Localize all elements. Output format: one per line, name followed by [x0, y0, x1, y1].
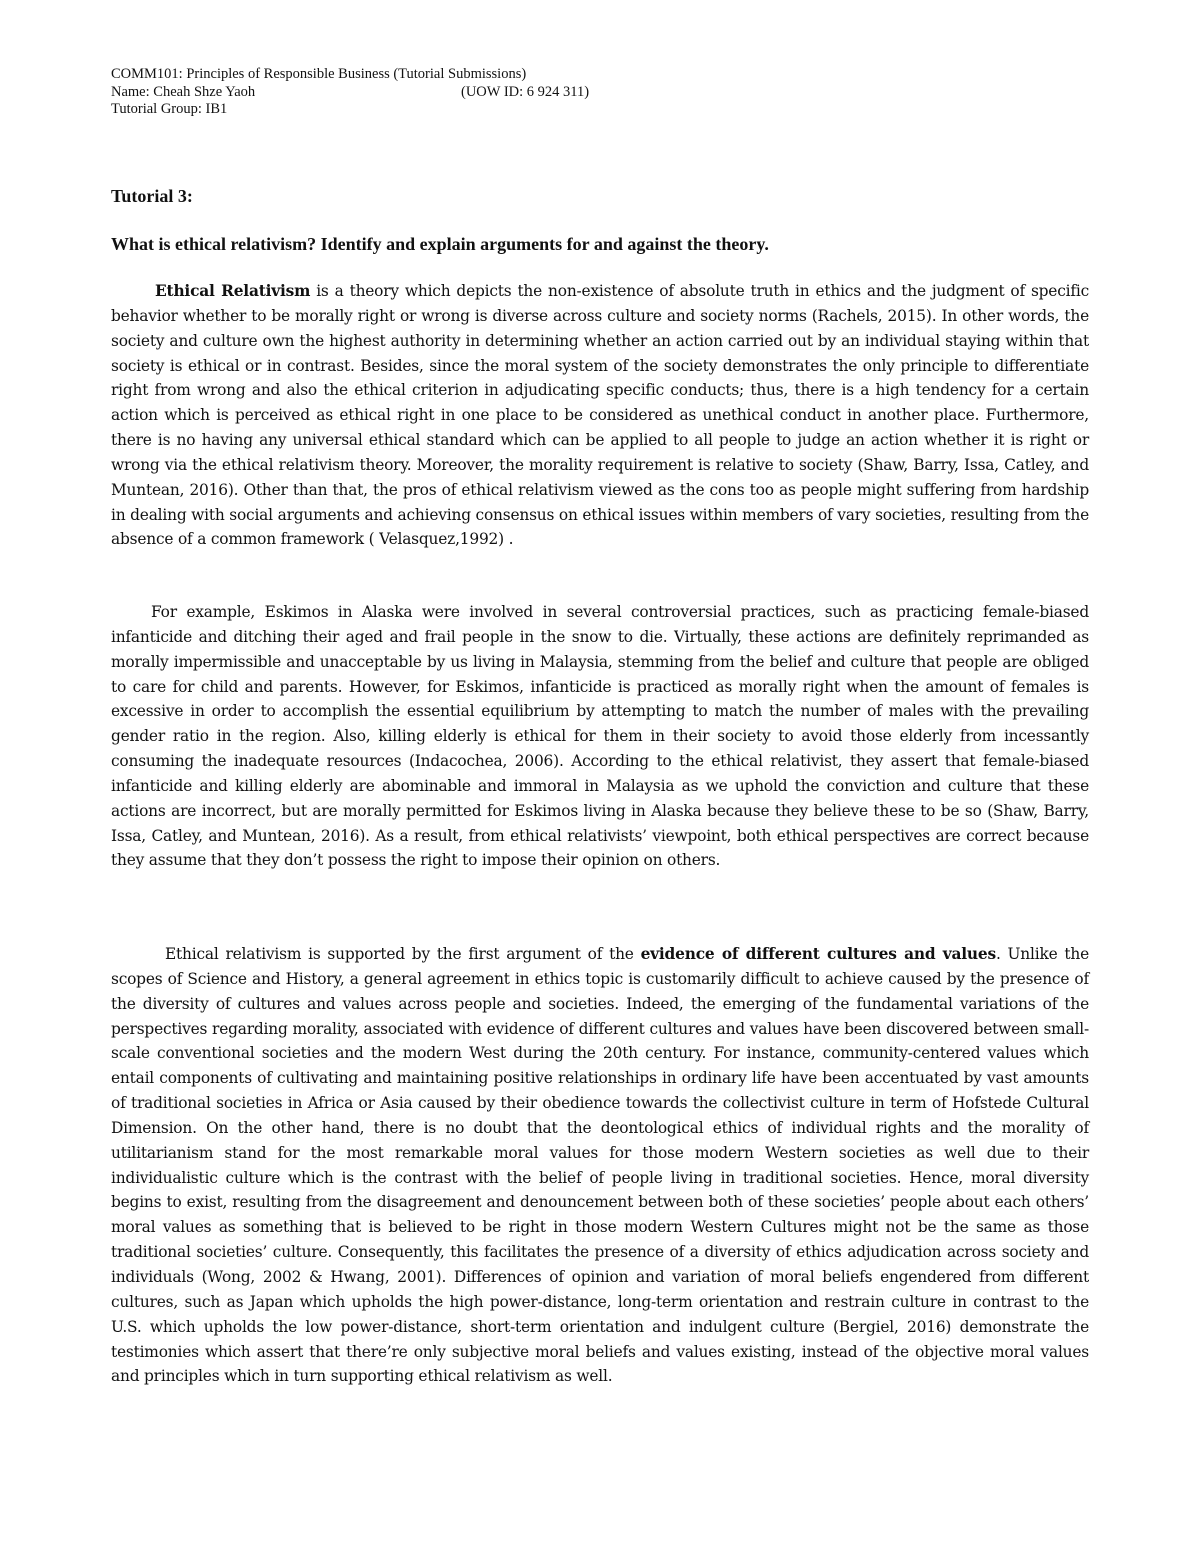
uow-id: (UOW ID: 6 924 311) [461, 83, 590, 100]
paragraph-ethical-relativism [111, 279, 1089, 552]
student-name-line [111, 84, 1089, 102]
paragraph-cultural-evidence [111, 942, 1089, 1389]
term-evidence-of-cultures: evidence of different cultures and values [640, 945, 996, 963]
student-name: Name: Cheah Shze Yaoh [111, 83, 256, 100]
tutorial-group: Tutorial Group: IB1 [111, 101, 228, 118]
term-ethical-relativism: Ethical Relativism [155, 282, 311, 300]
document-content [111, 66, 1090, 1386]
paragraph-1-text: is a theory which depicts the non-existence of absolute truth in ethics and the judgment of specific behavior whether to be morally right or wrong is diverse across culture and society norms (Rachels, 2015). In other words, the society and culture own the highest authority in determining whether an action carried out by an individual staying within that society is ethical or in contrast. Besides, since the moral system of the society demonstrates the only principle to differentiate right from wrong and also the ethical criterion in adjudicating specific conducts; thus, there is a high tendency for a certain action which is perceived as ethical right in one place to be considered as unethical conduct in another place. Furthermore, there is no having any universal ethical standard which can be applied to all people to judge an action whether it is right or wrong via the ethical relativism theory. Moreover, the morality requirement is relative to society (Shaw, Barry, Issa, Catley, and Muntean, 2016). Other than that, the pros of ethical relativism viewed as the cons too as people might suffering from hardship in dealing with social arguments and achieving consensus on ethical issues within members of vary societies, resulting from the absence of a common framework ( Velasquez,1992) . [111, 282, 1090, 549]
paragraph-3-text-end: . Unlike the scopes of Science and History, a general agreement in ethics topic is customarily difficult to achieve caused by the presence of the diversity of cultures and values across people and societies. Indeed, the emerging of the fundamental variations of the perspectives regarding morality, associated with evidence of different cultures and values have been discovered between small-scale conventional societies and the modern West during the 20th century. For instance, community-centered values which entail components of cultivating and maintaining positive relationships in ordinary life have been accentuated by vast amounts of traditional societies in Africa or Asia caused by their obedience towards the collectivist culture in term of Hofstede Cultural Dimension. On the other hand, there is no doubt that the deontological ethics of individual rights and the morality of utilitarianism stand for the most remarkable moral values for those modern Western societies as well due to their individualistic culture which is the contrast with the belief of people living in traditional societies. Hence, moral diversity begins to exist, resulting from the disagreement and denouncement between both of these societies’ people about each others’ moral values as something that is believed to be right in those modern Western Cultures might not be the same as those traditional societies’ culture. Consequently, this facilitates the presence of a diversity of ethics adjudication across society and individuals (Wong, 2002 & Hwang, 2001). Differences of opinion and variation of moral beliefs engendered from different cultures, such as Japan which upholds the high power-distance, long-term orientation and restrain culture in contrast to the U.S. which upholds the low power-distance, short-term orientation and indulgent culture (Bergiel, 2016) demonstrate the testimonies which assert that there’re only subjective moral beliefs and values existing, instead of the objective moral values and principles which in turn supporting ethical relativism as well. [111, 945, 1089, 1386]
question-heading: What is ethical relativism? Identify and explain arguments for and against the theory. [111, 234, 769, 254]
paragraph-eskimo-example: For example, Eskimos in Alaska were involved in several controversial practices, such as practicing female-biased infanticide and ditching their aged and frail people in the snow to die. Virtually, these actions are definitely reprimanded as morally impermissible and unacceptable by us living in Malaysia, stemming from the belief and culture that people are obliged to care for child and parents. However, for Eskimos, infanticide is practiced as morally right when the amount of females is excessive in order to accomplish the essential equilibrium by attempting to match the number of males with the prevailing gender ratio in the region. Also, killing elderly is ethical for them in their society to avoid those elderly from incessantly consuming the inadequate resources (Indacochea, 2006). According to the ethical relativist, they assert that female-biased infanticide and killing elderly are abominable and immoral in Malaysia as we uphold the conviction and culture that these actions are incorrect, but are morally permitted for Eskimos living in Alaska because they believe these to be so (Shaw, Barry, Issa, Catley, and Muntean, 2016). As a result, from ethical relativists’ viewpoint, both ethical perspectives are correct because they assume that they don’t possess the right to impose their opinion on others. [111, 603, 1089, 870]
paragraph-3-text-start: Ethical relativism is supported by the first argument of the [165, 945, 641, 963]
course-title: COMM101: Principles of Responsible Business (Tutorial Submissions) [111, 66, 527, 82]
tutorial-heading: Tutorial 3: [111, 186, 193, 206]
